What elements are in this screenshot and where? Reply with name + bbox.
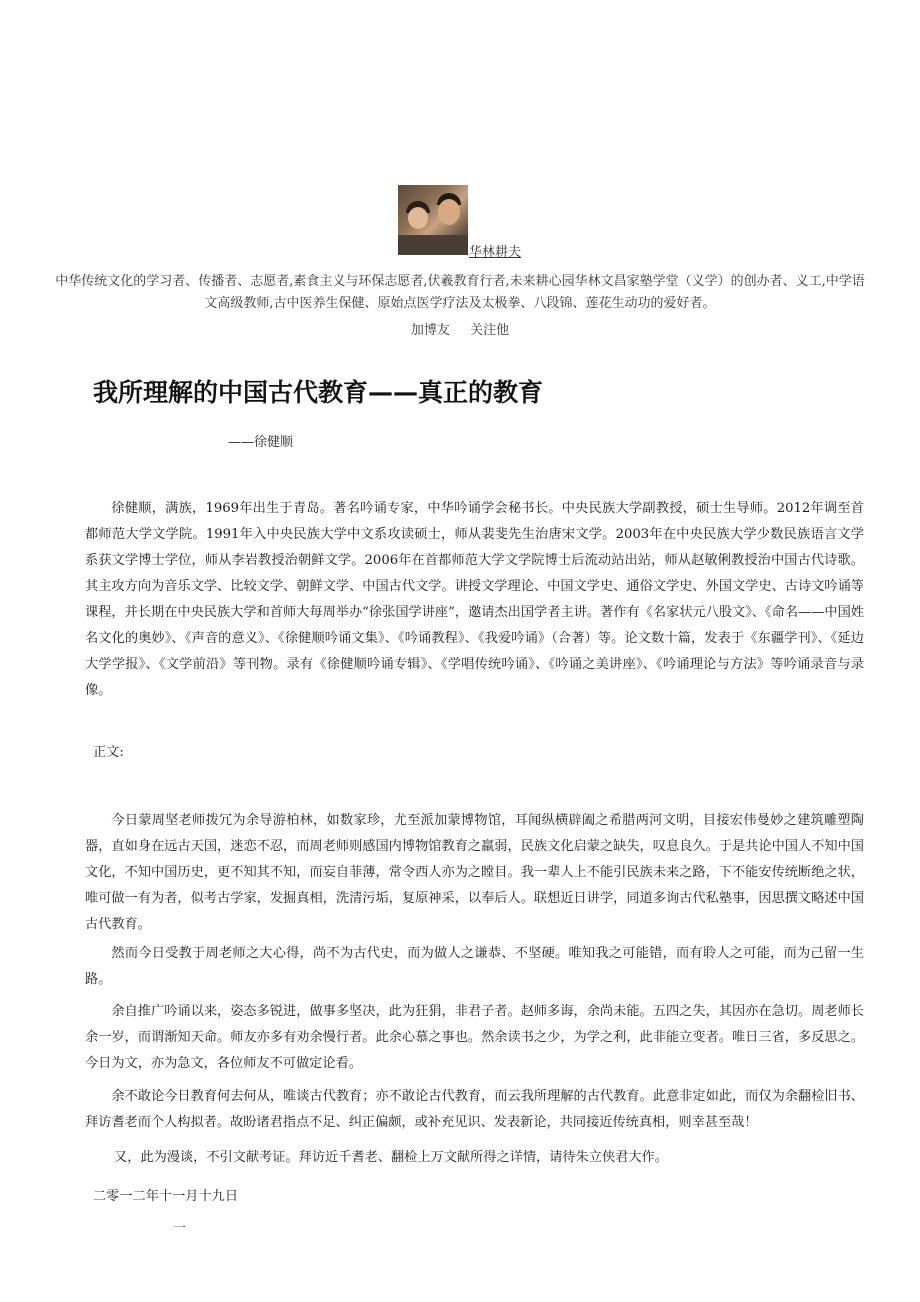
author-profile (0, 185, 920, 338)
article-date: 二零一二年十一月十九日 (93, 1189, 239, 1204)
page-number: 一 (173, 1221, 187, 1236)
body-label: 正文: (93, 745, 124, 760)
article-byline: ——徐健顺 (228, 435, 294, 450)
author-name-link[interactable]: 华林耕夫 (469, 245, 522, 260)
avatar[interactable] (398, 185, 468, 255)
avatar-row (0, 185, 920, 260)
follow-button[interactable]: 关注他 (470, 323, 510, 338)
body-paragraph: 余自推广吟诵以来，姿态多锐进，做事多坚决，此为狂狷，非君子者。赵师多诲，余尚未能。五四之失，其因亦在急切。周老师长余一岁，而谓渐知天命。师友亦多有劝余慢行者。此余心慕之事也。然余读书之少，为学之利，此非能立变者。唯日三省，多反思之。今日为文，亦为急文，各位师友不可做定论看。 (85, 1004, 864, 1071)
add-friend-button[interactable]: 加博友 (410, 323, 450, 338)
profile-actions (0, 319, 920, 338)
author-bio: 中华传统文化的学习者、传播者、志愿者,素食主义与环保志愿者,伏羲教育行者,未来耕心园华林文昌家塾学堂（义学）的创办者、义工,中学语文高级教师,古中医养生保健、原始点医学疗法及太极拳、八段锦、莲花生动功的爱好者。 (55, 274, 865, 311)
body-paragraph: 今日蒙周坚老师拨冗为余导游柏林，如数家珍，尤至派加蒙博物馆，耳闻纵横辟阖之希腊两河文明，目接宏伟曼妙之建筑雕塑陶器，直如身在远古天国，迷恋不忍，而周老师则感国内博物馆教育之羸弱，民族文化启蒙之缺失，叹息良久。于是共论中国人不知中国文化，不知中国历史，更不知其不知，而妄自菲薄，常令西人亦为之瞠目。我一辈人上不能引民族未来之路，下不能安传统断绝之状，唯可做一有为者，似考古学家，发掘真相，洗清污垢，复原神采，以奉后人。联想近日讲学，同道多询古代私塾事，因思撰文略述中国古代教育。 (85, 813, 864, 932)
author-intro-paragraph: 徐健顺，满族，1969年出生于青岛。著名吟诵专家，中华吟诵学会秘书长。中央民族大学副教授，硕士生导师。2012年调至首都师范大学文学院。1991年入中央民族大学中文系攻读硕士，师从裴斐先生治唐宋文学。2003年在中央民族大学少数民族语言文学系获文学博士学位，师从李岩教授治朝鲜文学。2006年在首都师范大学文学院博士后流动站出站，师从赵敏俐教授治中国古代诗歌。其主攻方向为音乐文学、比较文学、朝鲜文学、中国古代文学。讲授文学理论、中国文学史、通俗文学史、外国文学史、古诗文吟诵等课程，并长期在中央民族大学和首师大每周举办“徐张国学讲座”，邀请杰出国学者主讲。著作有《名家状元八股文》、《命名——中国姓名文化的奥妙》、《声音的意义》、《徐健顺吟诵文集》、《吟诵教程》、《我爱吟诵》（合著）等。论文数十篇，发表于《东疆学刊》、《延边大学学报》、《文学前沿》等刊物。录有《徐健顺吟诵专辑》、《学唱传统吟诵》、《吟诵之美讲座》、《吟诵理论与方法》等吟诵录音与录像。 (85, 501, 864, 698)
article-title: 我所理解的中国古代教育——真正的教育 (93, 378, 544, 407)
body-paragraph: 然而今日受教于周老师之大心得，尚不为古代史，而为做人之谦恭、不坚硬。唯知我之可能错，而有聆人之可能，而为己留一生路。 (85, 946, 864, 987)
avatar-photo-face (408, 207, 428, 229)
avatar-photo-shirt (398, 235, 468, 255)
body-paragraph: 又，此为漫谈，不引文献考证。拜访近千耆老、翻检上万文献所得之详情，请待朱立侠君大作。 (114, 1150, 668, 1165)
avatar-photo-face (438, 199, 460, 225)
body-paragraph: 余不敢论今日教育何去何从，唯谈古代教育；亦不敢论古代教育，而云我所理解的古代教育。此意非定如此，而仅为余翻检旧书、拜访耆老而个人构拟者。故盼诸君指点不足、纠正偏颇，或补充见识、发表新论，共同接近传统真相，则幸甚至哉！ (85, 1089, 864, 1130)
